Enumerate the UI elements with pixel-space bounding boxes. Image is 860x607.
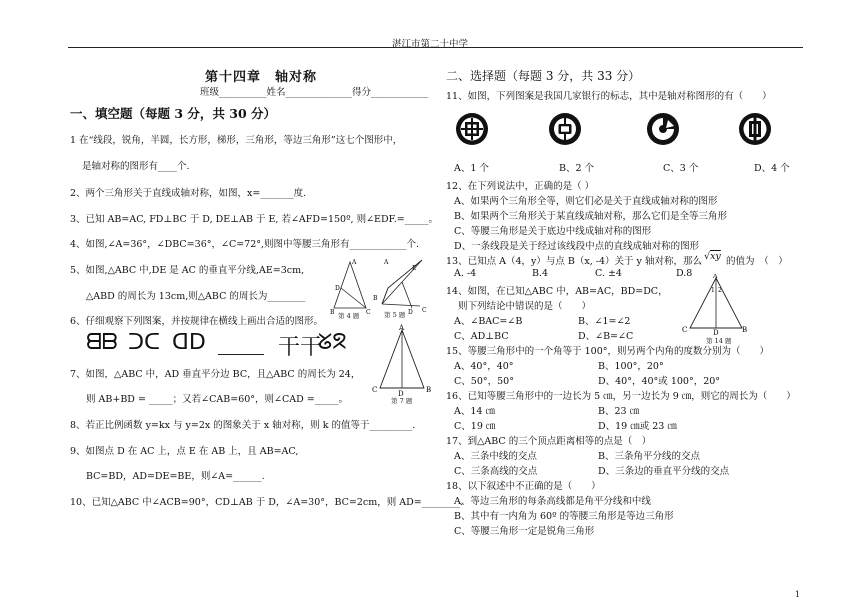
chapter-title: 第十四章 轴对称 (205, 70, 318, 85)
section2-title: 二、选择题（每题 3 分，共 33 分） (446, 69, 641, 83)
q14-option-a: A、∠BAC=∠B (454, 316, 523, 327)
pattern-glyph-4: 干干 (278, 335, 323, 360)
figure-14 (676, 274, 752, 342)
q12-option-a: A、如果两个三角形全等，则它们必是关于直线成轴对称的图形 (454, 196, 718, 207)
svg-text:C: C (422, 307, 427, 314)
bank-logo-1-icon (455, 112, 489, 146)
q16-option-a: A、14 ㎝ (454, 406, 495, 417)
question-5a: 5、如图,△ABC 中,DE 是 AC 的垂直平分线,AE=3cm, (70, 265, 305, 276)
q17-option-b: B、三条角平分线的交点 (598, 451, 700, 462)
figure-4-label: 第 4 题 (338, 312, 360, 320)
question-5b: △ABD 的周长为 13cm,则△ABC 的周长为________ (86, 291, 306, 302)
q12-option-c: C、等腰三角形是关于底边中线成轴对称的图形 (454, 226, 652, 237)
svg-text:C: C (682, 326, 688, 334)
q14-option-d: D、∠B=∠C (578, 331, 634, 342)
question-14b: 则下列结论中错误的是（ ） (458, 301, 592, 312)
svg-text:A: A (713, 274, 718, 280)
question-11: 11、如图，下列图案是我国几家银行的标志，其中是轴对称图形的有（ ） (446, 91, 772, 102)
svg-text:E: E (412, 265, 417, 272)
icbc-logo-icon (738, 112, 772, 146)
question-2: 2、两个三角形关于直线成轴对称，如图，x=_______度. (70, 188, 307, 199)
page-number: 1 (794, 590, 800, 599)
svg-text:D: D (713, 329, 719, 337)
svg-text:1: 1 (711, 287, 715, 294)
svg-text:A: A (352, 259, 357, 266)
question-18: 18、以下叙述中不正确的是（ ） (446, 481, 601, 492)
svg-text:D: D (335, 285, 340, 292)
q11-option-c: C、3 个 (663, 163, 699, 174)
question-13: 13、已知点 A（4，y）与点 B（x, -4）关于 y 轴对称，那么 (446, 256, 702, 267)
q17-option-a: A、三条中线的交点 (454, 451, 537, 462)
q18-option-b: B、其中有一内角为 60º 的等腰三角形是等边三角形 (454, 511, 674, 522)
q12-option-b: B、如果两个三角形关于某直线成轴对称，那么它们是全等三角形 (454, 211, 727, 222)
q14-option-c: C、AD⊥BC (454, 331, 509, 342)
q13-option-a: A. -4 (454, 268, 477, 279)
question-13-tail: 的值为 （ ） (726, 256, 788, 267)
construction-bank-logo-icon (646, 112, 680, 146)
svg-text:A: A (399, 324, 405, 332)
figure-14-label: 第 14 题 (706, 337, 732, 345)
q13-option-b: B.4 (532, 268, 549, 279)
question-12: 12、在下列说法中，正确的是（ ） (446, 181, 595, 192)
q12-option-d: D、一条线段是关于经过该线段中点的直线成轴对称的图形 (454, 241, 700, 252)
q13-option-d: D.8 (676, 268, 693, 279)
q18-option-a: A、等边三角形的每条高线都是角平分线和中线 (454, 496, 651, 507)
q11-option-d: D、4 个 (754, 163, 790, 174)
q15-option-a: A、40°，40° (454, 361, 514, 372)
question-17: 17、到△ABC 的三个顶点距离相等的点是（ ） (446, 436, 652, 447)
q16-option-b: B、23 ㎝ (598, 406, 640, 417)
svg-text:B: B (330, 309, 335, 316)
question-1a: 1 在“线段，锐角，半圆，长方形，梯形，三角形，等边三角形”这七个图形中， (70, 135, 403, 146)
q16-option-d: D、19 ㎝或 23 ㎝ (598, 421, 677, 432)
question-8: 8、若正比例函数 y=kx 与 y=2x 的图象关于 x 轴对称，则 k 的值等于_________. (70, 420, 416, 431)
svg-text:B: B (426, 386, 432, 394)
question-7a: 7、如图，△ABC 中，AD 垂直平分边 BC，且△ABC 的周长为 24， (70, 369, 361, 380)
figure-7 (370, 322, 434, 402)
question-15: 15、等腰三角形中的一个角等于 100°，则另两个内角的度数分别为（ ） (446, 346, 769, 357)
q18-option-c: C、等腰三角形一定是锐角三角形 (454, 526, 595, 537)
q16-option-c: C、19 ㎝ (454, 421, 496, 432)
pattern-glyph-2: ᑐᑕ (128, 330, 161, 355)
question-1b: 是轴对称的图形有____个. (82, 161, 190, 172)
svg-text:A: A (384, 259, 389, 266)
pattern-glyph-5: ᘜᘝ (318, 330, 347, 355)
header-rule (68, 47, 803, 48)
question-16: 16、已知等腰三角形中的一边长为 5 ㎝，另一边长为 9 ㎝，则它的周长为（ ） (446, 391, 796, 402)
svg-text:C: C (372, 386, 378, 394)
q11-option-b: B、2 个 (559, 163, 595, 174)
school-header: 湛江市第二十中学 (391, 39, 468, 50)
figure-5 (372, 256, 428, 316)
svg-text:2: 2 (718, 287, 722, 294)
question-14a: 14、如图，在已知△ABC 中，AB=AC，BD=DC， (446, 286, 668, 297)
question-9b: BC=BD，AD=DE=BE，则∠A=______. (86, 471, 265, 482)
question-3: 3、已知 AB=AC, FD⊥BC 于 D, DE⊥AB 于 E, 若∠AFD=150º, 则∠EDF.=_____。 (70, 214, 438, 225)
q17-option-c: C、三条高线的交点 (454, 466, 538, 477)
question-4: 4、如图,∠A=36°，∠DBC=36°，∠C=72°,则图中等腰三角形有____________个. (70, 239, 420, 250)
svg-text:B: B (742, 326, 748, 334)
svg-text:D: D (398, 390, 404, 398)
figure-7-label: 第 7 题 (391, 397, 413, 405)
q14-option-b: B、∠1=∠2 (578, 316, 631, 327)
svg-text:C: C (366, 309, 371, 316)
svg-text:D: D (408, 309, 413, 316)
pattern-glyph-3: ᗡᗞ (172, 330, 206, 355)
pattern-answer-blank[interactable] (218, 354, 264, 355)
student-info-line: 班级__________姓名______________得分____________ (200, 87, 429, 98)
q11-option-a: A、1 个 (454, 163, 489, 174)
svg-text:B: B (373, 295, 378, 302)
question-7b: 则 AB+BD = _____；又若∠CAB=60°，则∠CAD =_____。 (86, 394, 348, 405)
q17-option-d: D、三条边的垂直平分线的交点 (598, 466, 730, 477)
q15-option-b: B、100°，20° (598, 361, 664, 372)
section1-title: 一、填空题（每题 3 分，共 30 分） (70, 106, 277, 121)
bank-of-china-logo-icon (548, 112, 582, 146)
figure-5-label: 第 5 题 (384, 311, 406, 319)
q15-option-d: D、40°，40°或 100°，20° (598, 376, 721, 387)
pattern-glyph-1: ᗺᗷ (86, 330, 118, 355)
q15-option-c: C、50°，50° (454, 376, 514, 387)
question-10: 10、已知△ABC 中∠ACB=90°，CD⊥AB 于 D，∠A=30°，BC=2cm，则 AD=________. (70, 497, 463, 508)
q13-option-c: C. ±4 (595, 268, 622, 279)
question-9a: 9、如图点 D 在 AC 上，点 E 在 AB 上，且 AB=AC, (70, 446, 299, 457)
question-6: 6、仔细观察下列图案，并按规律在横线上画出合适的图形。 (70, 316, 324, 327)
q13-sqrt-xy: √xy (704, 251, 721, 262)
